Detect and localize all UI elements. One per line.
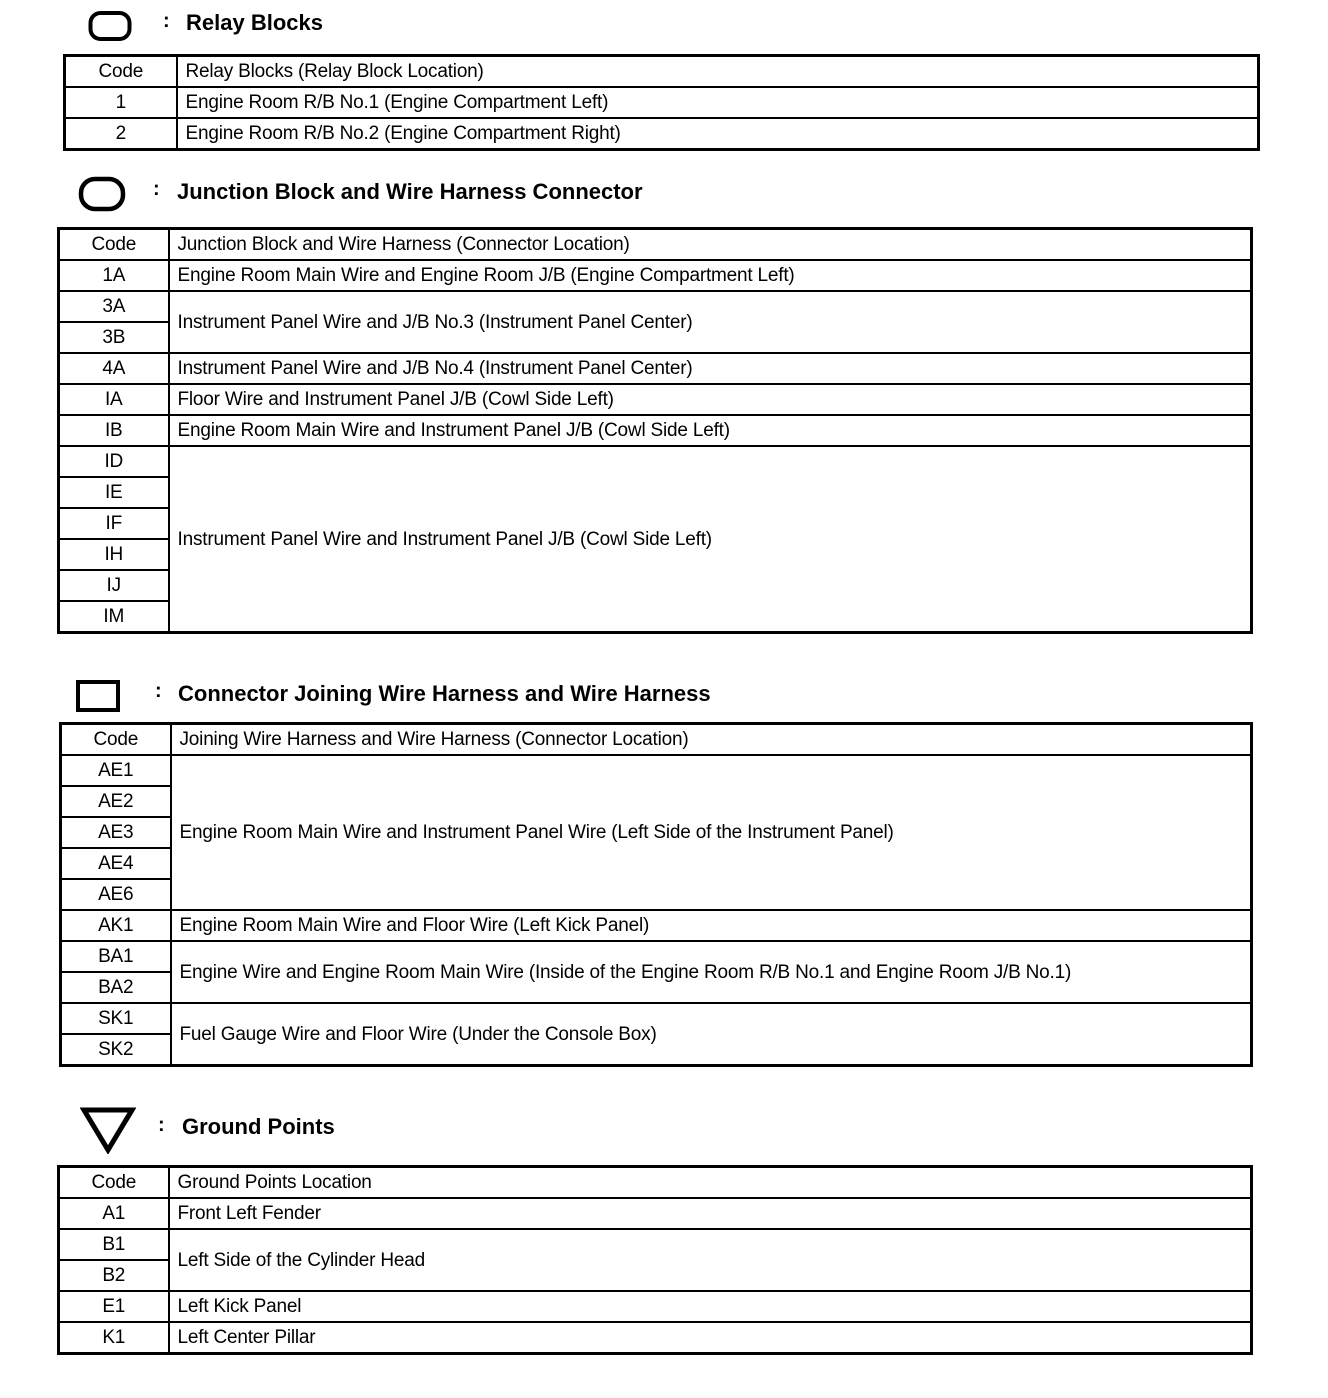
table-row — [65, 87, 1259, 118]
code-cell: 3A — [59, 291, 169, 322]
location-cell: Left Side of the Cylinder Head — [169, 1229, 1252, 1291]
table-row — [61, 941, 1252, 972]
code-cell: 1 — [65, 87, 177, 118]
column-header-location: Ground Points Location — [169, 1167, 1252, 1199]
column-header-code: Code — [59, 229, 169, 261]
table-row — [59, 415, 1252, 446]
heading-colon: : — [163, 10, 170, 32]
column-header-code: Code — [61, 724, 171, 756]
code-cell: B1 — [59, 1229, 169, 1260]
location-cell: Front Left Fender — [169, 1198, 1252, 1229]
section-title: Relay Blocks — [186, 10, 323, 35]
location-cell: Engine Room R/B No.1 (Engine Compartment Left) — [177, 87, 1259, 118]
code-cell: IA — [59, 384, 169, 415]
rectangle-icon — [76, 680, 120, 712]
location-cell: Instrument Panel Wire and Instrument Panel J/B (Cowl Side Left) — [169, 446, 1252, 633]
table-row — [61, 910, 1252, 941]
code-cell: 3B — [59, 322, 169, 353]
section-title: Ground Points — [182, 1114, 335, 1139]
section-title: Connector Joining Wire Harness and Wire Harness — [178, 681, 711, 706]
column-header-code: Code — [65, 56, 177, 88]
table-row — [65, 118, 1259, 150]
section-heading-connector-joining — [0, 678, 900, 718]
code-cell: BA2 — [61, 972, 171, 1003]
code-cell: IE — [59, 477, 169, 508]
table-row — [59, 1198, 1252, 1229]
code-cell: BA1 — [61, 941, 171, 972]
code-cell: 4A — [59, 353, 169, 384]
code-cell: IJ — [59, 570, 169, 601]
table-row — [59, 353, 1252, 384]
location-cell: Fuel Gauge Wire and Floor Wire (Under the Console Box) — [171, 1003, 1252, 1066]
table-row — [59, 1322, 1252, 1354]
rounded-rectangle-icon — [88, 10, 132, 42]
section-title: Junction Block and Wire Harness Connector — [177, 179, 643, 204]
location-cell: Instrument Panel Wire and J/B No.4 (Instrument Panel Center) — [169, 353, 1252, 384]
column-header-location: Junction Block and Wire Harness (Connector Location) — [169, 229, 1252, 261]
heading-colon: : — [155, 680, 162, 702]
column-header-location: Joining Wire Harness and Wire Harness (Connector Location) — [171, 724, 1252, 756]
code-cell: AE3 — [61, 817, 171, 848]
table-row — [59, 1229, 1252, 1260]
column-header-location: Relay Blocks (Relay Block Location) — [177, 56, 1259, 88]
location-cell: Left Center Pillar — [169, 1322, 1252, 1354]
section-heading-ground-points — [0, 1106, 600, 1156]
triangle-down-icon — [80, 1106, 136, 1154]
code-cell: B2 — [59, 1260, 169, 1291]
code-cell: SK2 — [61, 1034, 171, 1066]
location-cell: Floor Wire and Instrument Panel J/B (Cowl Side Left) — [169, 384, 1252, 415]
table-row — [61, 755, 1252, 786]
ground-points-table — [57, 1165, 1253, 1355]
location-cell: Instrument Panel Wire and J/B No.3 (Instrument Panel Center) — [169, 291, 1252, 353]
table-row — [59, 291, 1252, 322]
table-row — [59, 384, 1252, 415]
junction-block-table — [57, 227, 1253, 634]
code-cell: AE1 — [61, 755, 171, 786]
heading-colon: : — [153, 178, 160, 200]
code-cell: SK1 — [61, 1003, 171, 1034]
location-cell: Engine Room R/B No.2 (Engine Compartment Right) — [177, 118, 1259, 150]
location-cell: Left Kick Panel — [169, 1291, 1252, 1322]
column-header-code: Code — [59, 1167, 169, 1199]
code-cell: IH — [59, 539, 169, 570]
code-cell: IF — [59, 508, 169, 539]
section-heading-junction-block — [0, 176, 800, 216]
relay-blocks-table — [63, 54, 1260, 151]
connector-joining-table — [59, 722, 1253, 1067]
table-row — [61, 1003, 1252, 1034]
location-cell: Engine Room Main Wire and Floor Wire (Left Kick Panel) — [171, 910, 1252, 941]
table-header-row — [61, 724, 1252, 756]
table-header-row — [59, 229, 1252, 261]
code-cell: IM — [59, 601, 169, 633]
code-cell: 1A — [59, 260, 169, 291]
location-cell: Engine Room Main Wire and Instrument Panel J/B (Cowl Side Left) — [169, 415, 1252, 446]
code-cell: A1 — [59, 1198, 169, 1229]
location-cell: Engine Room Main Wire and Engine Room J/B (Engine Compartment Left) — [169, 260, 1252, 291]
code-cell: AE4 — [61, 848, 171, 879]
code-cell: AK1 — [61, 910, 171, 941]
section-heading-relay-blocks — [0, 8, 700, 48]
location-cell: Engine Room Main Wire and Instrument Panel Wire (Left Side of the Instrument Panel) — [171, 755, 1252, 910]
location-cell: Engine Wire and Engine Room Main Wire (Inside of the Engine Room R/B No.1 and Engine Room J/B No.1) — [171, 941, 1252, 1003]
table-row — [59, 446, 1252, 477]
table-row — [59, 1291, 1252, 1322]
code-cell: K1 — [59, 1322, 169, 1354]
table-header-row — [65, 56, 1259, 88]
code-cell: ID — [59, 446, 169, 477]
oval-icon — [78, 176, 126, 212]
table-header-row — [59, 1167, 1252, 1199]
heading-colon: : — [158, 1114, 165, 1136]
code-cell: E1 — [59, 1291, 169, 1322]
code-cell: AE6 — [61, 879, 171, 910]
code-cell: IB — [59, 415, 169, 446]
table-row — [59, 260, 1252, 291]
code-cell: AE2 — [61, 786, 171, 817]
code-cell: 2 — [65, 118, 177, 150]
